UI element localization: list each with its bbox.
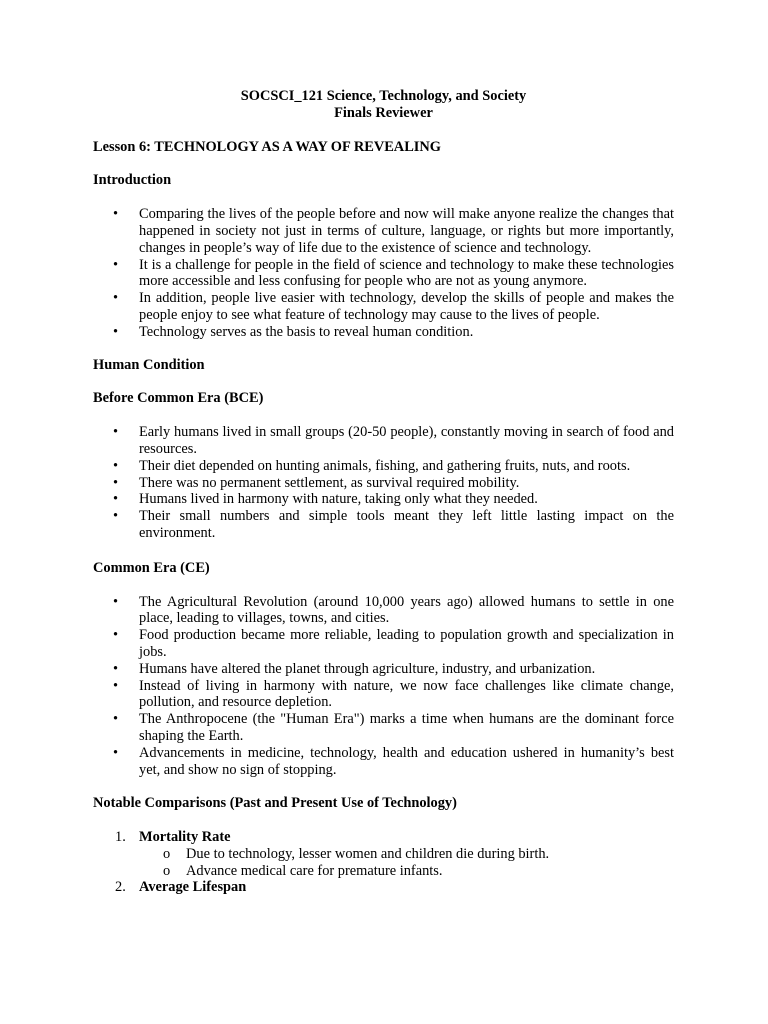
human-condition-heading: Human Condition — [93, 356, 205, 373]
course-title: SOCSCI_121 Science, Technology, and Society — [240, 88, 527, 104]
list-item: • Food production became more reliable, leading to population growth and specialization in jobs. — [93, 627, 674, 661]
list-item: • Their small numbers and simple tools meant they left little lasting impact on the environment. — [93, 508, 674, 542]
document-subtitle: Finals Reviewer — [334, 104, 433, 121]
introduction-list — [93, 206, 674, 340]
mortality-sublist — [139, 846, 674, 880]
document-content — [93, 88, 674, 896]
item-title: Average Lifespan — [139, 879, 247, 896]
list-item: • Technology serves as the basis to reveal human condition. — [93, 324, 674, 341]
list-item: • It is a challenge for people in the field of science and technology to make these technologies more accessible and less confusing for people who are not as young anymore. — [93, 257, 674, 291]
comparisons-list — [93, 829, 674, 896]
list-item: • Comparing the lives of the people before and now will make anyone realize the changes that happened in society not just in terms of culture, language, or rights but more importantly, changes in people’s way of life due to the existence of science and technology. — [93, 206, 674, 256]
bce-heading: Before Common Era (BCE) — [93, 390, 264, 407]
lesson-heading: Lesson 6: TECHNOLOGY AS A WAY OF REVEALING — [93, 138, 441, 155]
list-item: • Instead of living in harmony with nature, we now face challenges like climate change, pollution, and resource depletion. — [93, 678, 674, 712]
numbered-item-average-lifespan — [93, 879, 674, 896]
list-item: • In addition, people live easier with technology, develop the skills of people and makes the people enjoy to see what feature of technology may cause to the lives of people. — [93, 290, 674, 324]
list-item: • Early humans lived in small groups (20-50 people), constantly moving in search of food and resources. — [93, 424, 674, 458]
ce-list — [93, 594, 674, 779]
sub-list-item: o Due to technology, lesser women and children die during birth. — [139, 846, 674, 863]
item-title: Mortality Rate — [139, 829, 231, 846]
list-item: • There was no permanent settlement, as survival required mobility. — [93, 475, 674, 492]
comparisons-heading: Notable Comparisons (Past and Present Use of Technology) — [93, 795, 457, 812]
list-item: • The Agricultural Revolution (around 10,000 years ago) allowed humans to settle in one place, leading to villages, towns, and cities. — [93, 594, 674, 628]
list-item: • Their diet depended on hunting animals, fishing, and gathering fruits, nuts, and roots. — [93, 458, 674, 475]
item-number: 1. — [115, 829, 126, 846]
list-item: • Advancements in medicine, technology, health and education ushered in humanity’s best yet, and show no sign of stopping. — [93, 745, 674, 779]
ce-heading: Common Era (CE) — [93, 559, 210, 576]
list-item: • Humans have altered the planet through agriculture, industry, and urbanization. — [93, 661, 674, 678]
list-item: • Humans lived in harmony with nature, taking only what they needed. — [93, 491, 674, 508]
sub-list-item: o Advance medical care for premature infants. — [139, 863, 674, 880]
list-item: • The Anthropocene (the "Human Era") marks a time when humans are the dominant force shaping the Earth. — [93, 711, 674, 745]
item-number: 2. — [115, 879, 126, 896]
introduction-heading: Introduction — [93, 172, 172, 189]
numbered-item-mortality-rate — [93, 829, 674, 879]
bce-list — [93, 424, 674, 542]
